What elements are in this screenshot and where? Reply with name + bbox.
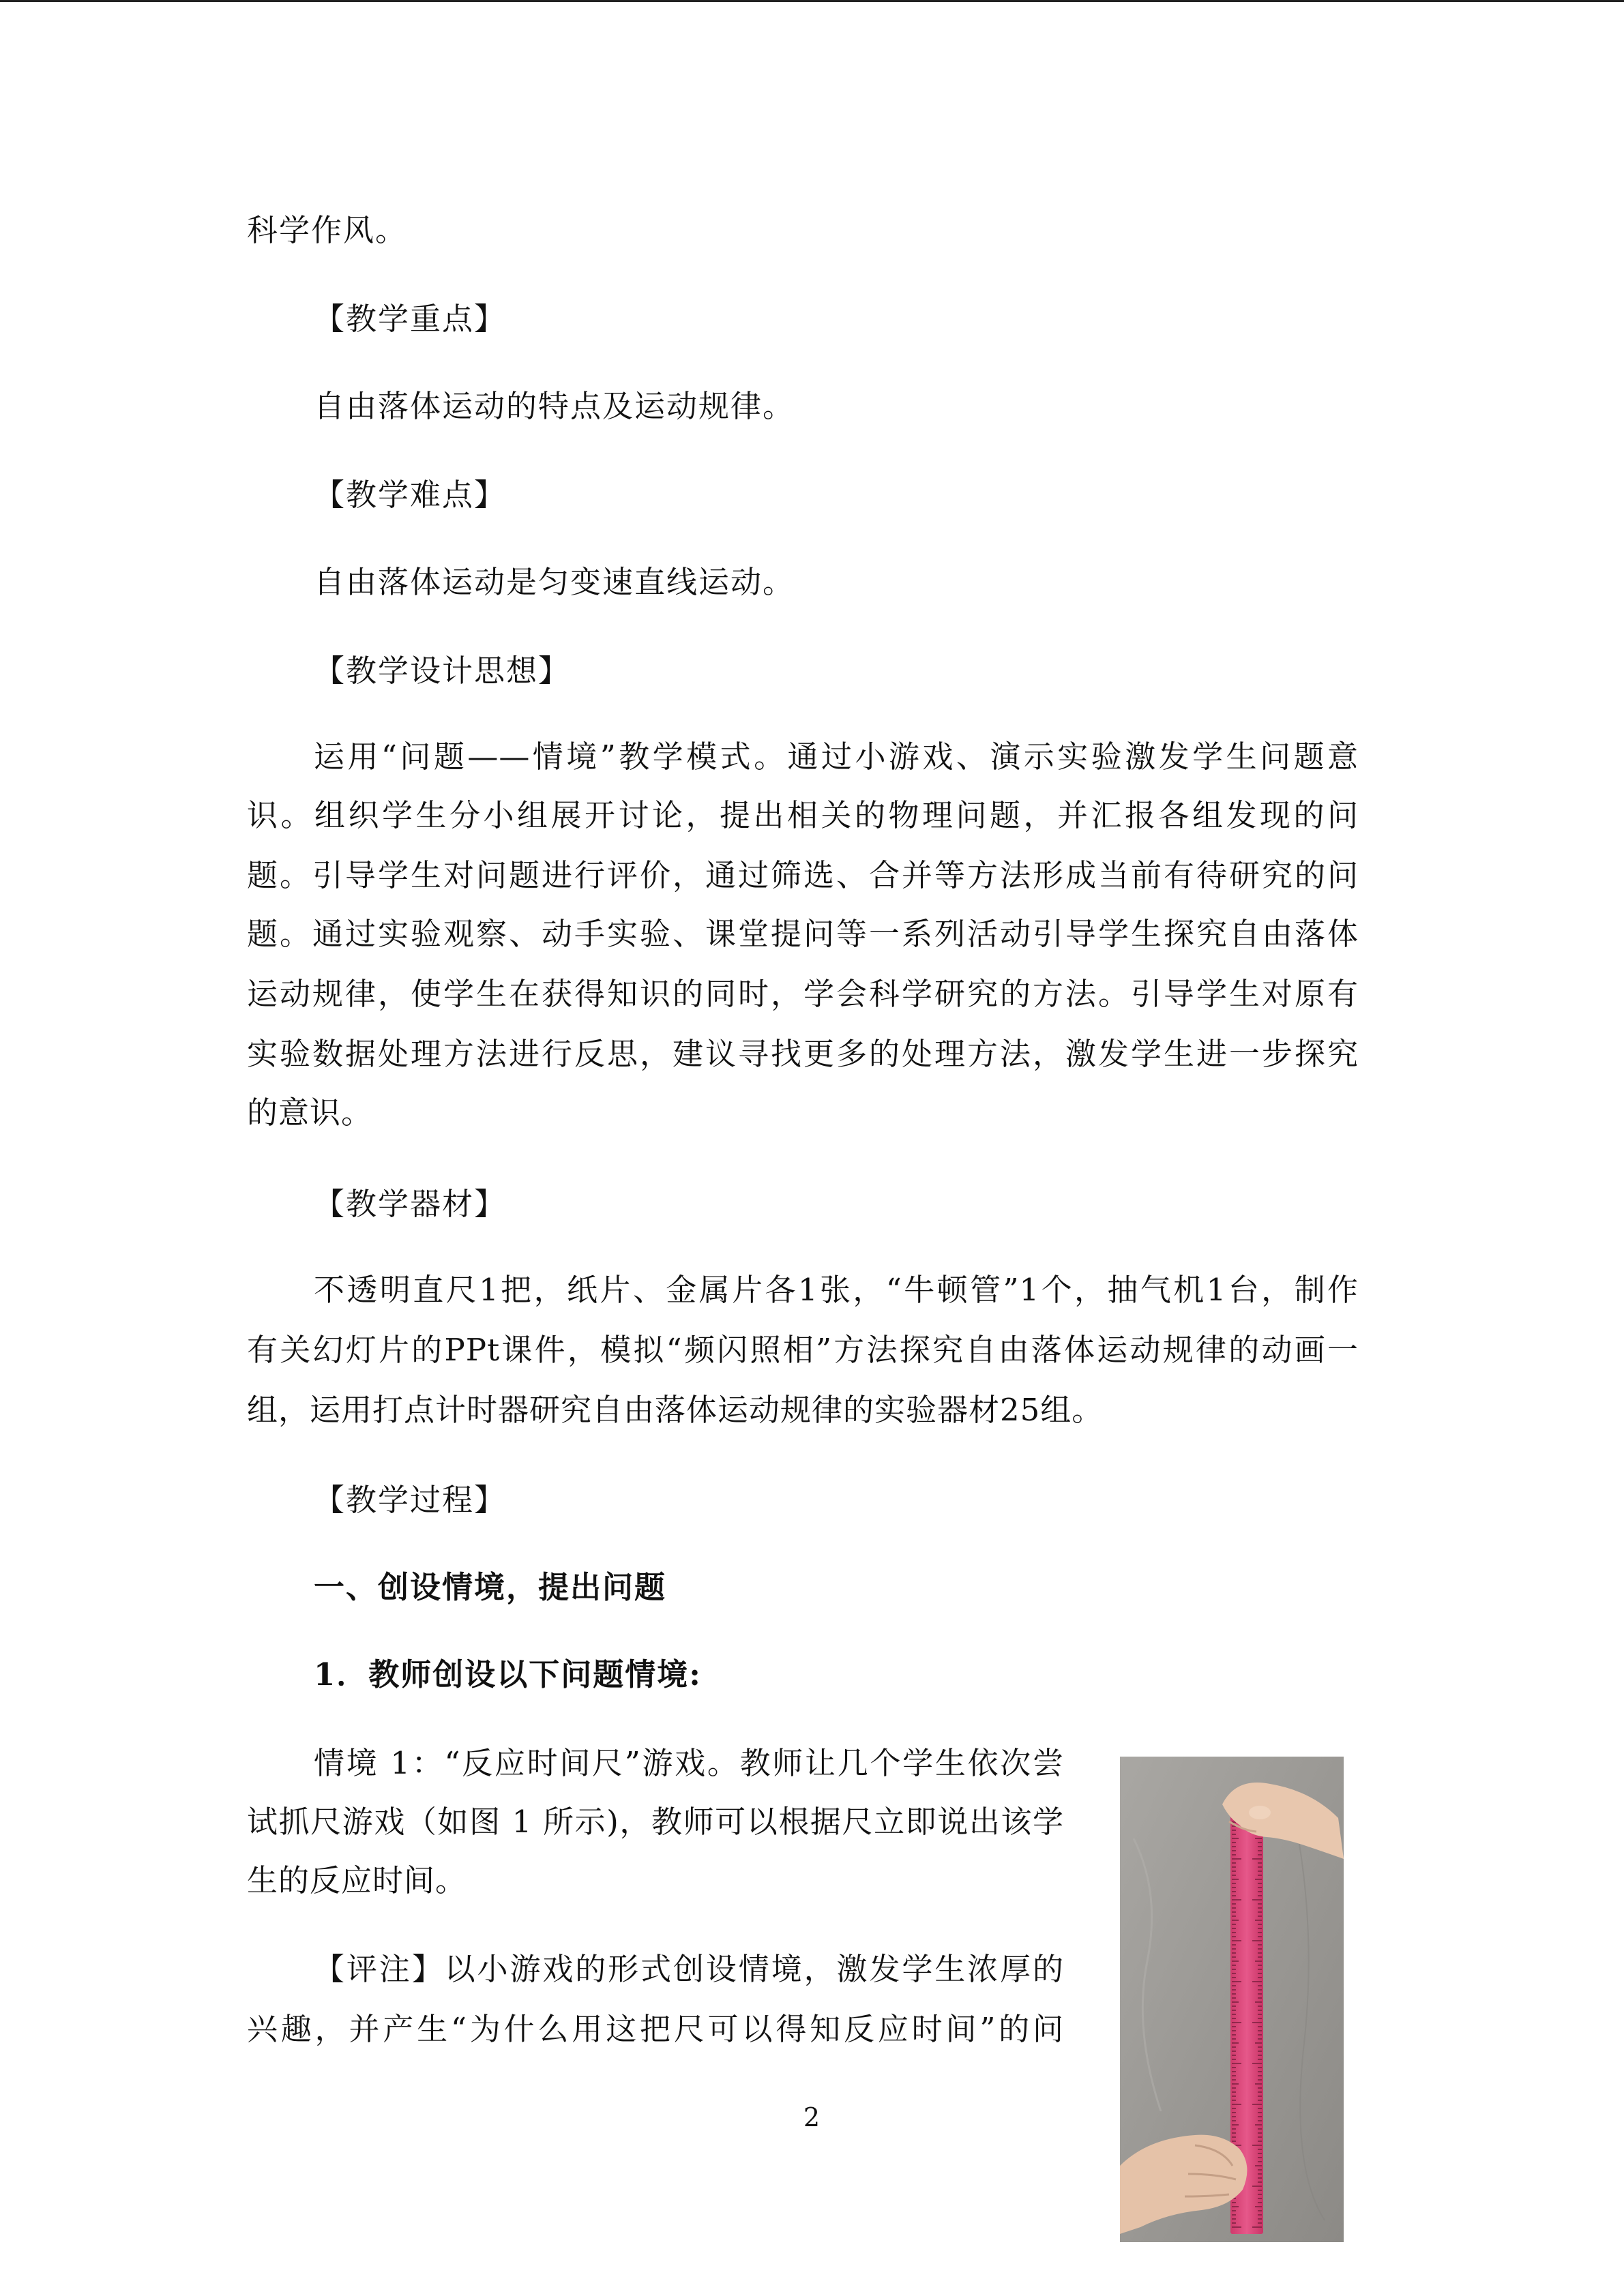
intro-tail-text: 科学作风。 [247,212,408,248]
section-1-heading: 一、创设情境，提出问题 [314,1569,667,1605]
key-point-heading: 【教学重点】 [314,301,507,337]
ruler-photo-illustration [1120,1757,1344,2242]
comment-paragraph-line: 【评注】以小游戏的形式创设情境，激发学生浓厚的 [314,1951,1064,1987]
design-paragraph-line: 的意识。 [247,1094,373,1131]
design-paragraph-line: 运用“问题——情境”教学模式。通过小游戏、演示实验激发学生问题意 [314,739,1359,775]
page-number: 2 [803,2102,821,2132]
design-paragraph-line: 实验数据处理方法进行反思，建议寻找更多的处理方法，激发学生进一步探究 [247,1036,1359,1072]
design-paragraph-line: 运动规律，使学生在获得知识的同时，学会科学研究的方法。引导学生对原有 [247,976,1359,1012]
equipment-heading: 【教学器材】 [314,1186,507,1222]
difficulty-heading: 【教学难点】 [314,477,507,513]
difficulty-text: 自由落体运动是匀变速直线运动。 [314,564,795,600]
design-paragraph-line: 题。通过实验观察、动手实验、课堂提问等一系列活动引导学生探究自由落体 [247,916,1359,952]
subsection-1-heading: 1．教师创设以下问题情境: [314,1656,702,1693]
comment-paragraph-line: 兴趣，并产生“为什么用这把尺可以得知反应时间”的问 [247,2011,1064,2047]
scenario-paragraph-line: 情境 1：“反应时间尺”游戏。教师让几个学生依次尝 [314,1745,1064,1781]
design-paragraph-line: 识。组织学生分小组展开讨论，提出相关的物理问题，并汇报各组发现的问 [247,797,1359,833]
design-heading: 【教学设计思想】 [314,653,571,689]
design-paragraph-line: 题。引导学生对问题进行评价，通过筛选、合并等方法形成当前有待研究的问 [247,857,1359,893]
equipment-paragraph-line: 组，运用打点计时器研究自由落体运动规律的实验器材25组。 [247,1392,1104,1428]
scenario-paragraph-line: 试抓尺游戏（如图 1 所示)，教师可以根据尺立即说出该学 [247,1804,1064,1840]
process-heading: 【教学过程】 [314,1482,507,1518]
scenario-paragraph-line: 生的反应时间。 [247,1862,467,1898]
equipment-paragraph-line: 有关幻灯片的PPt课件，模拟“频闪照相”方法探究自由落体运动规律的动画一 [247,1332,1359,1368]
figure-1-ruler-photo [1120,1757,1344,2242]
equipment-paragraph-line: 不透明直尺1把，纸片、金属片各1张，“牛顿管”1个，抽气机1台，制作 [314,1272,1359,1308]
key-point-text: 自由落体运动的特点及运动规律。 [314,388,795,424]
